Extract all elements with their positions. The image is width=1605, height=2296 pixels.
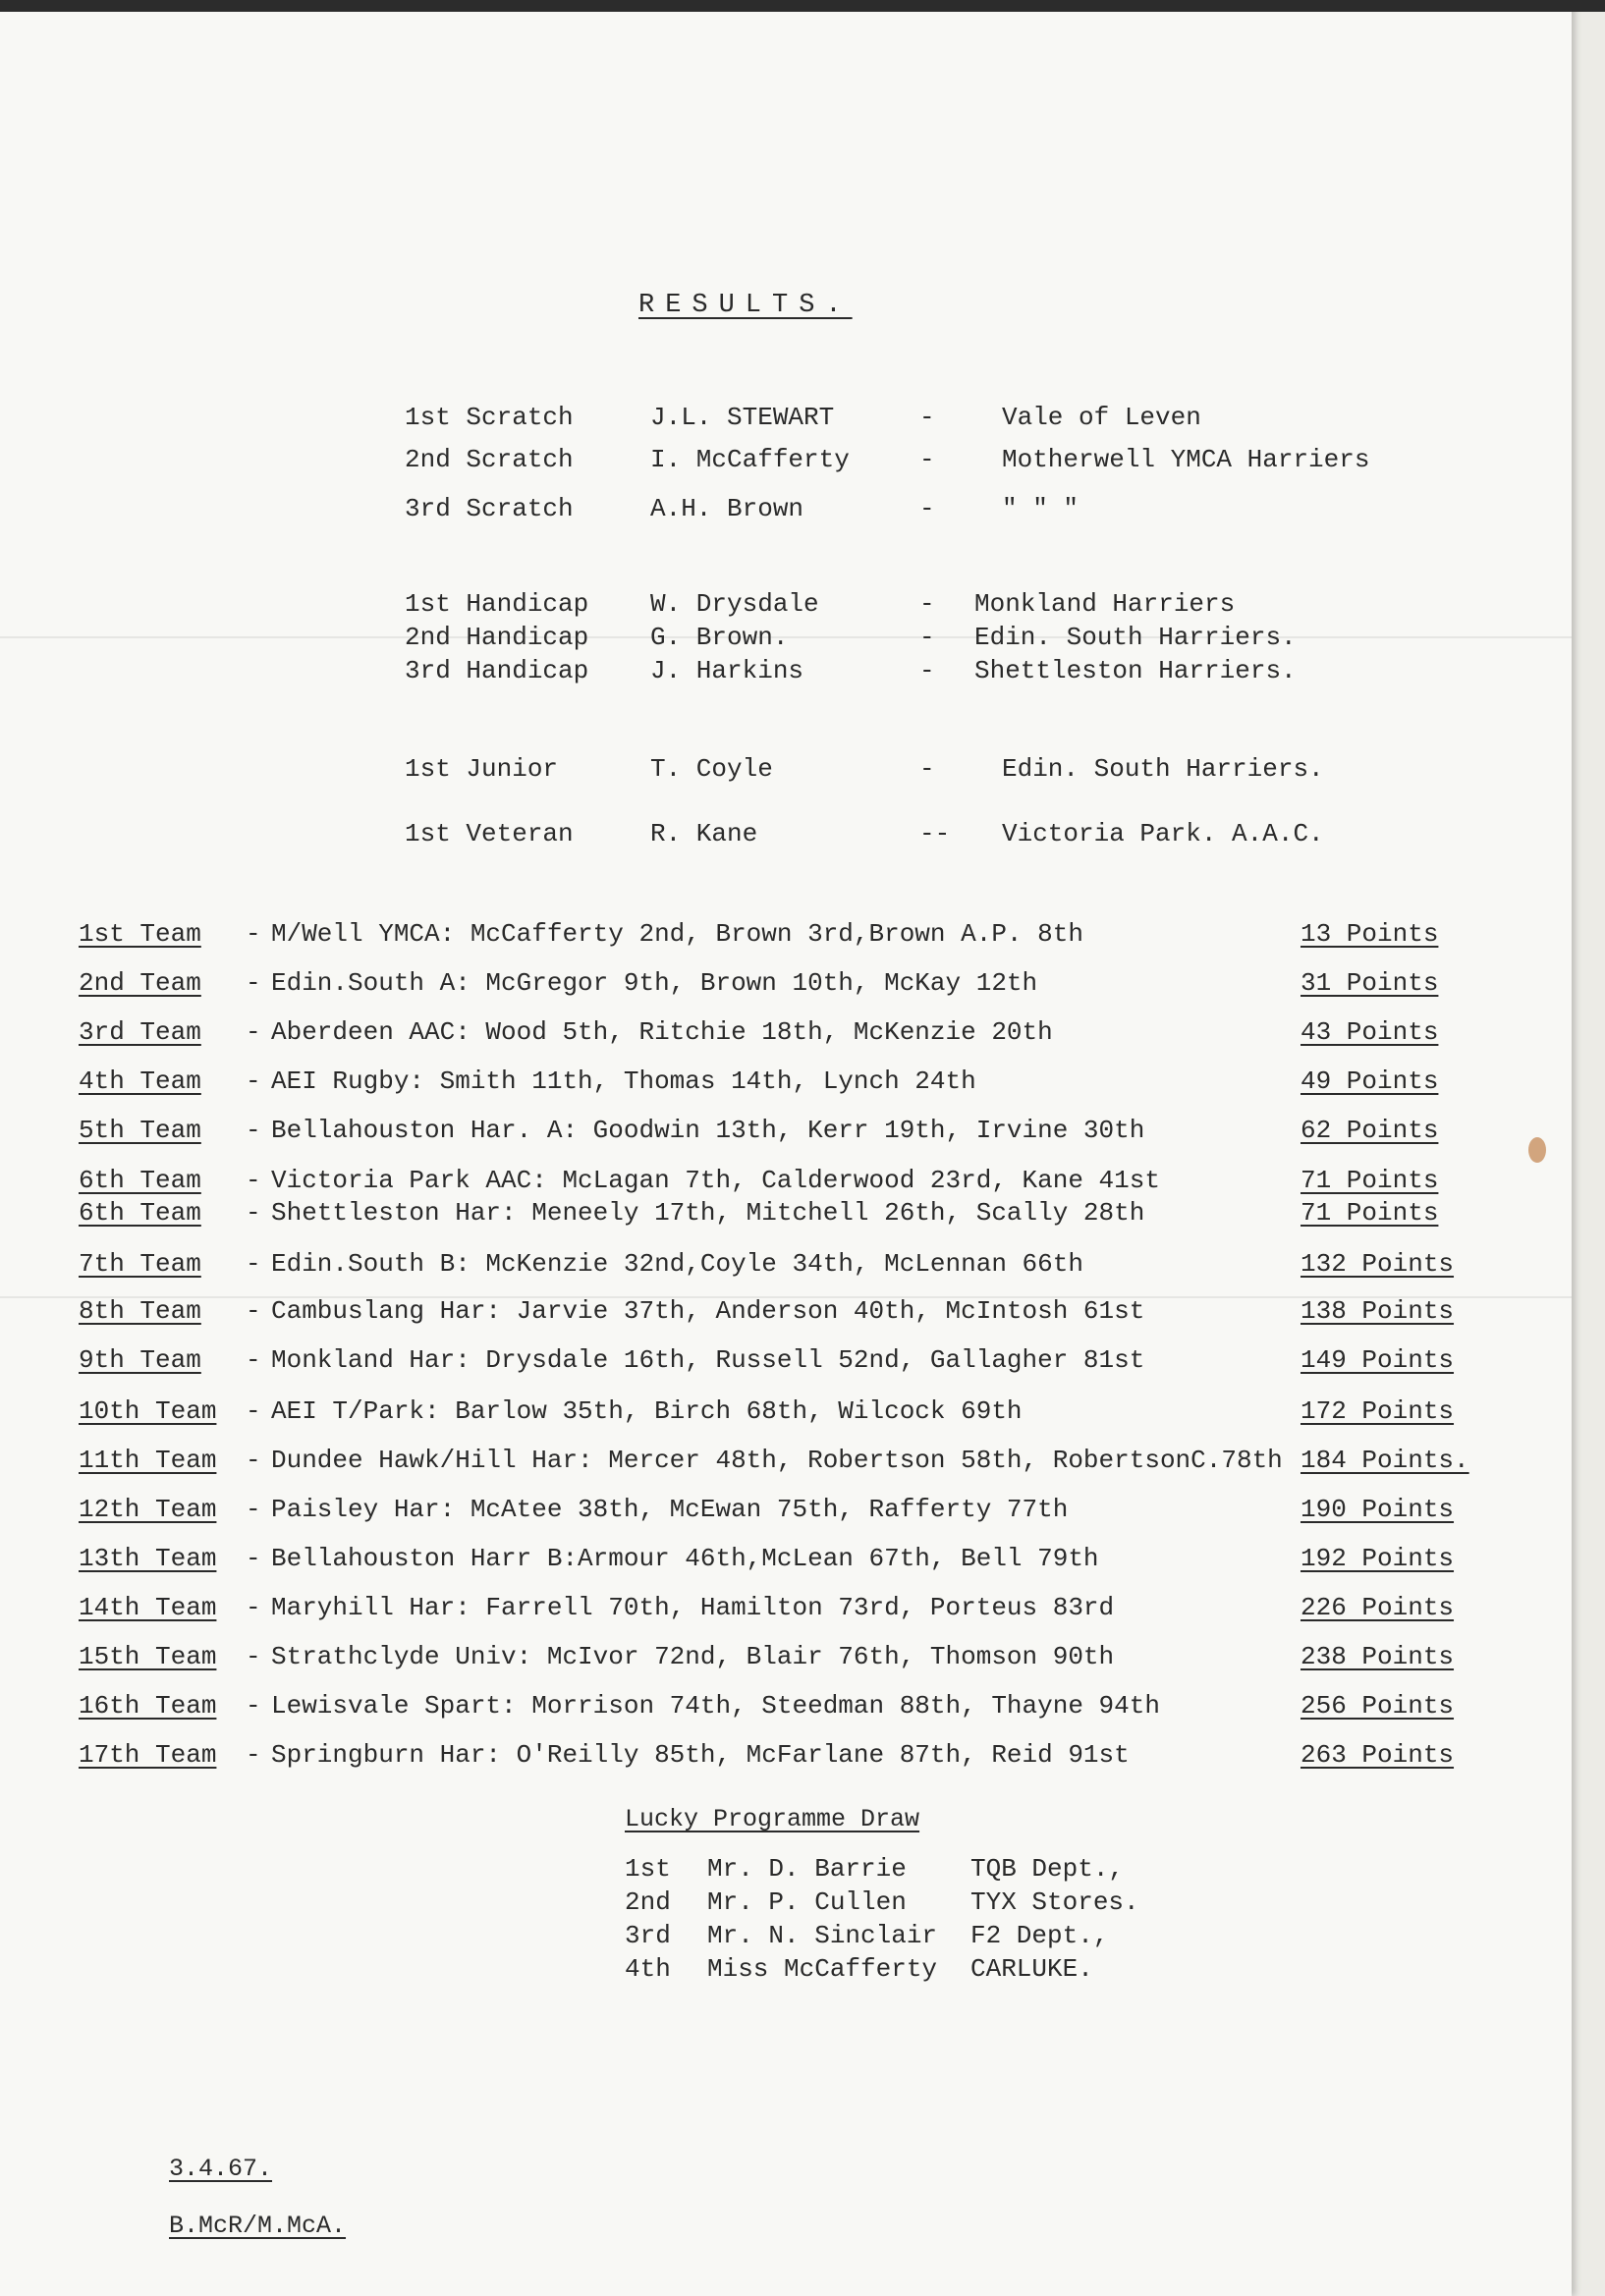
team-points: 13 Points [1301, 919, 1439, 949]
separator-dash: - [246, 1296, 261, 1326]
separator-dash: - [246, 1446, 261, 1475]
team-detail: Monkland Har: Drysdale 16th, Russell 52nd, Gallagher 81st [271, 1345, 1145, 1375]
athlete-name: T. Coyle [650, 754, 773, 784]
team-points: 184 Points. [1301, 1446, 1469, 1475]
team-result-row [79, 1544, 1572, 1583]
award-place: 1st Veteran [405, 819, 574, 848]
athlete-name: I. McCafferty [650, 445, 850, 474]
team-result-row [79, 1116, 1572, 1155]
team-result-row [79, 919, 1572, 958]
separator-dash: - [246, 1066, 261, 1096]
winner-name: Mr. P. Cullen [707, 1887, 907, 1917]
athlete-name: R. Kane [650, 819, 758, 848]
winner-dept: CARLUKE. [970, 1954, 1093, 1984]
team-position: 11th Team [79, 1446, 217, 1475]
team-points: 172 Points [1301, 1396, 1455, 1426]
team-result-row [79, 1296, 1572, 1336]
team-result-row [79, 1691, 1572, 1730]
team-points: 149 Points [1301, 1345, 1455, 1375]
athlete-name: J. Harkins [650, 656, 804, 685]
separator-dash: - [919, 494, 935, 523]
club-name: Victoria Park. A.A.C. [1002, 819, 1324, 848]
separator-dash: - [246, 1116, 261, 1145]
team-points: 226 Points [1301, 1593, 1455, 1622]
team-position: 5th Team [79, 1116, 201, 1145]
separator-dash: - [919, 589, 935, 619]
results-heading: RESULTS. [638, 291, 853, 320]
team-detail: AEI T/Park: Barlow 35th, Birch 68th, Wilcock 69th [271, 1396, 1023, 1426]
team-position: 7th Team [79, 1249, 201, 1279]
separator-dash: - [246, 968, 261, 998]
award-place: 1st Handicap [405, 589, 589, 619]
team-result-row [79, 1198, 1572, 1237]
team-result-row [79, 1249, 1572, 1288]
separator-dash: - [246, 1740, 261, 1770]
club-name: Edin. South Harriers. [1002, 754, 1324, 784]
winner-dept: TQB Dept., [970, 1854, 1125, 1884]
separator-dash: - [919, 623, 935, 652]
club-name: Edin. South Harriers. [974, 623, 1297, 652]
team-points: 132 Points [1301, 1249, 1455, 1279]
team-position: 13th Team [79, 1544, 217, 1573]
team-detail: Lewisvale Spart: Morrison 74th, Steedman 88th, Thayne 94th [271, 1691, 1160, 1721]
separator-dash: - [246, 1017, 261, 1047]
athlete-name: G. Brown. [650, 623, 789, 652]
team-detail: AEI Rugby: Smith 11th, Thomas 14th, Lynch 24th [271, 1066, 976, 1096]
team-detail: Bellahouston Harr B:Armour 46th,McLean 67th, Bell 79th [271, 1544, 1099, 1573]
team-result-row [79, 1345, 1572, 1385]
separator-dash: - [246, 1691, 261, 1721]
scan-edge [0, 0, 1605, 12]
athlete-name: W. Drysdale [650, 589, 819, 619]
award-place: 3rd Handicap [405, 656, 589, 685]
team-position: 9th Team [79, 1345, 201, 1375]
team-detail: Bellahouston Har. A: Goodwin 13th, Kerr 19th, Irvine 30th [271, 1116, 1145, 1145]
document-initials: B.McR/M.McA. [169, 2212, 347, 2240]
award-place: 1st Scratch [405, 403, 574, 432]
separator-dash: - [246, 919, 261, 949]
separator-dash: - [919, 656, 935, 685]
team-position: 4th Team [79, 1066, 201, 1096]
team-position: 6th Team [79, 1198, 201, 1228]
team-points: 190 Points [1301, 1495, 1455, 1524]
separator-dash: - [246, 1593, 261, 1622]
document-date: 3.4.67. [169, 2155, 273, 2183]
team-position: 3rd Team [79, 1017, 201, 1047]
team-detail: Edin.South A: McGregor 9th, Brown 10th, McKay 12th [271, 968, 1038, 998]
team-position: 6th Team [79, 1166, 201, 1195]
separator-dash: - [246, 1166, 261, 1195]
club-name: " " " [1002, 494, 1079, 523]
team-detail: Paisley Har: McAtee 38th, McEwan 75th, Rafferty 77th [271, 1495, 1069, 1524]
separator-dash: - [919, 403, 935, 432]
team-points: 71 Points [1301, 1198, 1439, 1228]
team-detail: Cambuslang Har: Jarvie 37th, Anderson 40th, McIntosh 61st [271, 1296, 1145, 1326]
team-detail: Aberdeen AAC: Wood 5th, Ritchie 18th, McKenzie 20th [271, 1017, 1053, 1047]
club-name: Monkland Harriers [974, 589, 1236, 619]
team-points: 263 Points [1301, 1740, 1455, 1770]
award-place: 2nd Scratch [405, 445, 574, 474]
award-place: 2nd Handicap [405, 623, 589, 652]
separator-dash: - [246, 1198, 261, 1228]
separator-dash: - [246, 1544, 261, 1573]
club-name: Motherwell YMCA Harriers [1002, 445, 1370, 474]
team-points: 49 Points [1301, 1066, 1439, 1096]
athlete-name: J.L. STEWART [650, 403, 835, 432]
team-points: 62 Points [1301, 1116, 1439, 1145]
team-result-row [79, 1740, 1572, 1779]
team-detail: M/Well YMCA: McCafferty 2nd, Brown 3rd,Brown A.P. 8th [271, 919, 1083, 949]
team-points: 256 Points [1301, 1691, 1455, 1721]
team-position: 15th Team [79, 1642, 217, 1671]
club-name: Shettleston Harriers. [974, 656, 1297, 685]
draw-place: 2nd [625, 1887, 671, 1917]
separator-dash: - [246, 1249, 261, 1279]
team-position: 10th Team [79, 1396, 217, 1426]
team-position: 8th Team [79, 1296, 201, 1326]
draw-place: 4th [625, 1954, 671, 1984]
team-detail: Strathclyde Univ: McIvor 72nd, Blair 76th, Thomson 90th [271, 1642, 1115, 1671]
team-detail: Edin.South B: McKenzie 32nd,Coyle 34th, McLennan 66th [271, 1249, 1083, 1279]
separator-dash: -- [919, 819, 951, 848]
team-result-row [79, 1066, 1572, 1106]
winner-name: Mr. D. Barrie [707, 1854, 907, 1884]
team-position: 1st Team [79, 919, 201, 949]
team-detail: Victoria Park AAC: McLagan 7th, Calderwood 23rd, Kane 41st [271, 1166, 1160, 1195]
team-detail: Shettleston Har: Meneely 17th, Mitchell 26th, Scally 28th [271, 1198, 1145, 1228]
club-name: Vale of Leven [1002, 403, 1201, 432]
team-points: 71 Points [1301, 1166, 1439, 1195]
award-place: 1st Junior [405, 754, 559, 784]
separator-dash: - [919, 754, 935, 784]
separator-dash: - [246, 1642, 261, 1671]
team-position: 12th Team [79, 1495, 217, 1524]
separator-dash: - [919, 445, 935, 474]
team-detail: Springburn Har: O'Reilly 85th, McFarlane 87th, Reid 91st [271, 1740, 1130, 1770]
separator-dash: - [246, 1396, 261, 1426]
winner-dept: TYX Stores. [970, 1887, 1139, 1917]
team-result-row [79, 1495, 1572, 1534]
team-position: 2nd Team [79, 968, 201, 998]
separator-dash: - [246, 1345, 261, 1375]
lucky-draw-title: Lucky Programme Draw [625, 1805, 920, 1833]
team-result-row [79, 1593, 1572, 1632]
team-position: 14th Team [79, 1593, 217, 1622]
draw-place: 1st [625, 1854, 671, 1884]
athlete-name: A.H. Brown [650, 494, 804, 523]
team-position: 16th Team [79, 1691, 217, 1721]
team-points: 43 Points [1301, 1017, 1439, 1047]
team-points: 238 Points [1301, 1642, 1455, 1671]
team-points: 138 Points [1301, 1296, 1455, 1326]
team-result-row [79, 1446, 1572, 1485]
team-result-row [79, 1396, 1572, 1436]
team-points: 31 Points [1301, 968, 1439, 998]
team-points: 192 Points [1301, 1544, 1455, 1573]
team-result-row [79, 1642, 1572, 1681]
team-result-row [79, 968, 1572, 1008]
draw-place: 3rd [625, 1921, 671, 1950]
separator-dash: - [246, 1495, 261, 1524]
team-detail: Maryhill Har: Farrell 70th, Hamilton 73rd, Porteus 83rd [271, 1593, 1115, 1622]
team-result-row [79, 1017, 1572, 1057]
award-place: 3rd Scratch [405, 494, 574, 523]
winner-dept: F2 Dept., [970, 1921, 1109, 1950]
team-detail: Dundee Hawk/Hill Har: Mercer 48th, Robertson 58th, RobertsonC.78th [271, 1446, 1283, 1475]
winner-name: Miss McCafferty [707, 1954, 938, 1984]
winner-name: Mr. N. Sinclair [707, 1921, 938, 1950]
team-position: 17th Team [79, 1740, 217, 1770]
